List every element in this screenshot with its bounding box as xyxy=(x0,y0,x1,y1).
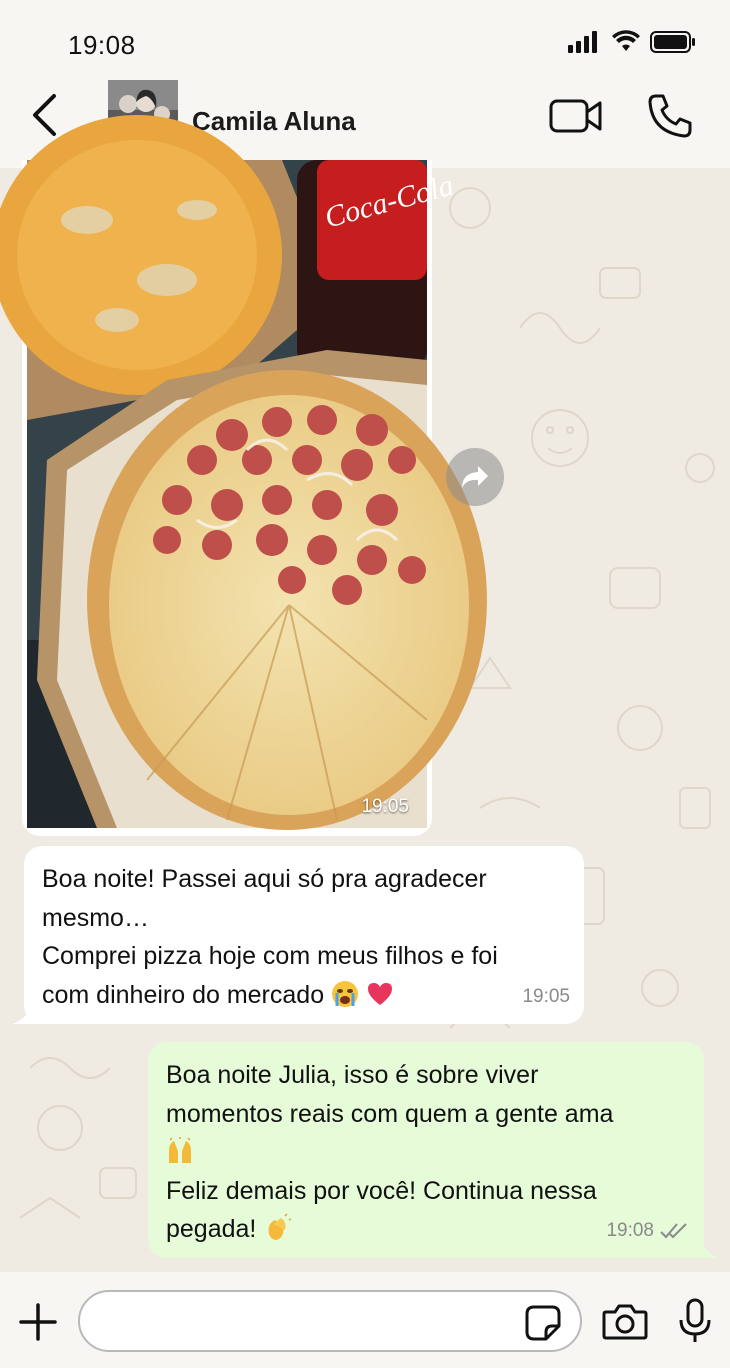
contact-name[interactable]: Camila Aluna xyxy=(192,106,356,136)
back-button[interactable] xyxy=(22,90,66,140)
signal-icon xyxy=(568,31,602,53)
double-check-icon xyxy=(660,1222,690,1240)
sticker-icon xyxy=(524,1304,562,1342)
chevron-left-icon xyxy=(30,93,58,137)
plus-icon xyxy=(18,1302,58,1342)
video-camera-icon xyxy=(548,94,604,138)
message-timestamp xyxy=(606,1212,690,1251)
video-call-button[interactable] xyxy=(548,94,604,138)
loudly-crying-face-icon xyxy=(331,980,359,1008)
timestamp-text: 19:05 xyxy=(522,985,570,1007)
message-line-with-emoji xyxy=(42,976,566,1015)
message-line: Comprei pizza hoje com meus filhos e foi xyxy=(42,942,498,970)
pizza-image xyxy=(27,160,458,828)
battery-icon xyxy=(650,30,696,54)
message-line: mesmo… xyxy=(42,903,149,932)
status-bar xyxy=(0,0,730,72)
status-icons xyxy=(568,30,696,54)
message-line: Boa noite Julia, isso é sobre viver xyxy=(166,1061,539,1089)
camera-icon xyxy=(602,1302,648,1342)
message-line-emoji xyxy=(166,1133,686,1172)
red-heart-icon xyxy=(366,980,394,1008)
message-text: com dinheiro do mercado xyxy=(42,980,325,1009)
outgoing-message[interactable] xyxy=(148,1042,704,1258)
image-timestamp: 19:05 xyxy=(361,796,409,817)
raising-hands-icon xyxy=(166,1137,194,1165)
message-text: pegada! xyxy=(166,1215,257,1243)
wifi-icon xyxy=(612,31,640,53)
forward-icon xyxy=(460,464,490,490)
microphone-icon xyxy=(678,1298,712,1344)
message-line: momentos reais com quem a gente ama xyxy=(166,1099,614,1128)
pizza-photo[interactable] xyxy=(27,160,458,828)
svg-text:Coca-Cola: Coca-Cola xyxy=(321,168,458,235)
phone-icon xyxy=(646,92,694,140)
attach-button[interactable] xyxy=(18,1302,58,1342)
forward-button[interactable] xyxy=(446,448,504,506)
clapping-hands-icon xyxy=(263,1214,291,1242)
incoming-message[interactable] xyxy=(24,846,584,1024)
sticker-button[interactable] xyxy=(524,1304,562,1342)
message-input[interactable] xyxy=(78,1290,582,1352)
status-time: 19:08 xyxy=(68,30,136,60)
voice-call-button[interactable] xyxy=(646,92,694,140)
microphone-button[interactable] xyxy=(678,1298,712,1344)
camera-button[interactable] xyxy=(602,1302,648,1342)
image-message[interactable] xyxy=(22,160,458,836)
message-line: Feliz demais por você! Continua nessa xyxy=(166,1176,597,1205)
chat-area[interactable] xyxy=(0,168,730,1272)
timestamp-text: 19:08 xyxy=(606,1219,654,1241)
input-bar xyxy=(0,1272,730,1368)
message-timestamp xyxy=(522,978,570,1017)
message-line: Boa noite! Passei aqui só pra agradecer xyxy=(42,865,487,893)
